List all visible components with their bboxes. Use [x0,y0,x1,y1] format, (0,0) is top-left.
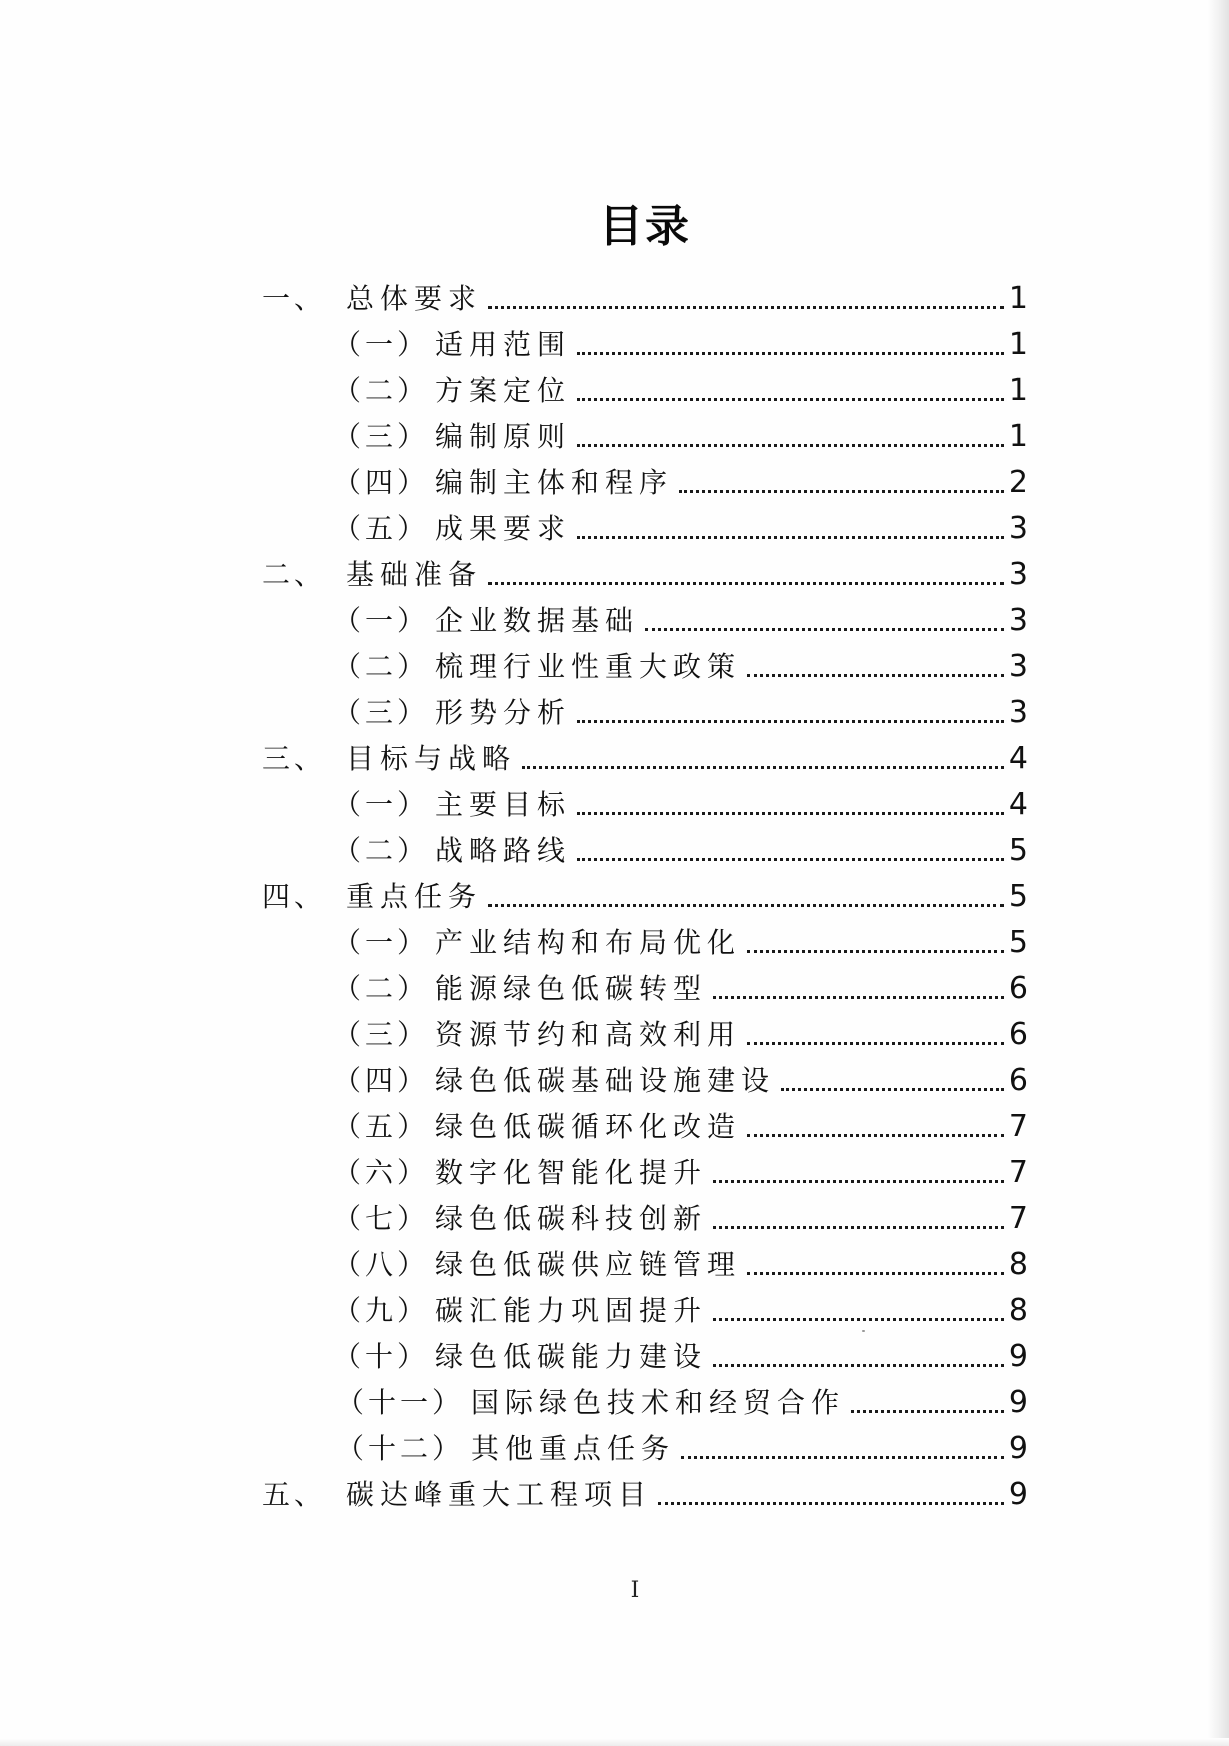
toc-entry-number: （八） [333,1248,430,1281]
toc-entry-label: 方案定位 [435,374,572,407]
toc-entry-number: （二） [333,650,430,683]
toc-entry-4-10[interactable] [333,1328,1028,1374]
toc-entry-page: 5 [1008,879,1028,914]
toc-entry-number: （二） [333,972,430,1005]
toc-entry-4-11[interactable] [336,1374,1028,1420]
dot-leader [713,1226,1004,1229]
toc-entry-number: （三） [333,1018,430,1051]
toc-entry-label: 基础准备 [346,558,483,591]
toc-entry-2-1[interactable] [333,592,1028,638]
toc-entry-4[interactable] [262,868,1028,914]
toc-entry-label: 碳汇能力巩固提升 [435,1294,708,1327]
dot-leader [577,444,1004,447]
toc-entry-1-1[interactable] [333,316,1028,362]
dot-leader [645,628,1004,631]
toc-entry-page: 3 [1008,695,1028,730]
toc-entry-3-2[interactable] [333,822,1028,868]
toc-entry-number: 五、 [262,1478,327,1511]
toc-entry-label: 其他重点任务 [471,1432,676,1465]
toc-entry-label: 绿色低碳循环化改造 [435,1110,742,1143]
toc-entry-page: 6 [1008,1017,1028,1052]
toc-entry-page: 7 [1008,1109,1028,1144]
toc-entry-page: 5 [1008,925,1028,960]
toc-entry-label: 主要目标 [435,788,572,821]
toc-entry-page: 7 [1008,1155,1028,1190]
toc-entry-4-6[interactable] [333,1144,1028,1190]
toc-entry-number: 二、 [262,558,327,591]
toc-entry-5[interactable] [262,1466,1028,1512]
toc-entry-4-2[interactable] [333,960,1028,1006]
dot-leader [851,1410,1004,1413]
dot-leader [577,720,1004,723]
toc-entry-2-2[interactable] [333,638,1028,684]
toc-entry-number: （七） [333,1202,430,1235]
toc-entry-number: （十二） [336,1432,465,1465]
toc-entry-page: 8 [1008,1293,1028,1328]
toc-entry-number: （十） [333,1340,430,1373]
toc-entry-3-1[interactable] [333,776,1028,822]
toc-entry-label: 编制原则 [435,420,572,453]
toc-entry-number: （十一） [336,1386,465,1419]
toc-entry-number: （九） [333,1294,430,1327]
toc-entry-number: （五） [333,1110,430,1143]
toc-entry-label: 绿色低碳科技创新 [435,1202,708,1235]
toc-entry-label: 绿色低碳供应链管理 [435,1248,742,1281]
page-number-footer: I [630,1578,640,1603]
toc-entry-4-3[interactable] [333,1006,1028,1052]
toc-entry-page: 1 [1008,281,1028,316]
toc-entry-label: 成果要求 [435,512,572,545]
toc-entry-label: 目标与战略 [346,742,517,775]
toc-entry-label: 产业结构和布局优化 [435,926,742,959]
toc-entry-page: 4 [1008,787,1028,822]
toc-entry-label: 绿色低碳能力建设 [435,1340,708,1373]
toc-entry-page: 8 [1008,1247,1028,1282]
toc-entry-4-12[interactable] [336,1420,1028,1466]
toc-entry-number: （六） [333,1156,430,1189]
toc-entry-4-5[interactable] [333,1098,1028,1144]
toc-entry-label: 编制主体和程序 [435,466,674,499]
toc-entry-number: （五） [333,512,430,545]
dot-leader [713,996,1004,999]
dot-leader [747,674,1004,677]
toc-entry-page: 6 [1008,1063,1028,1098]
dot-leader [488,306,1004,309]
toc-entry-page: 3 [1008,603,1028,638]
toc-entry-number: （四） [333,1064,430,1097]
dot-leader [781,1088,1004,1091]
dot-leader [713,1180,1004,1183]
toc-entry-label: 形势分析 [435,696,572,729]
dot-leader [713,1364,1004,1367]
dot-leader [681,1456,1004,1459]
toc-entry-label: 企业数据基础 [435,604,640,637]
toc-entry-number: （一） [333,788,430,821]
toc-entry-4-4[interactable] [333,1052,1028,1098]
toc-entry-1-4[interactable] [333,454,1028,500]
dot-leader [577,536,1004,539]
dot-leader [747,1042,1004,1045]
dot-leader [577,812,1004,815]
toc-entry-label: 资源节约和高效利用 [435,1018,742,1051]
toc-entry-number: （一） [333,604,430,637]
toc-entry-label: 数字化智能化提升 [435,1156,708,1189]
toc-entry-4-1[interactable] [333,914,1028,960]
toc-entry-number: （二） [333,374,430,407]
page-title: 目录 [599,201,691,252]
toc-entry-page: 5 [1008,833,1028,868]
toc-entry-page: 1 [1008,327,1028,362]
toc-entry-label: 战略路线 [435,834,572,867]
toc-entry-number: 三、 [262,742,327,775]
toc-entry-label: 国际绿色技术和经贸合作 [471,1386,846,1419]
toc-entry-page: 9 [1008,1339,1028,1374]
toc-entry-4-7[interactable] [333,1190,1028,1236]
toc-entry-page: 7 [1008,1201,1028,1236]
toc-entry-label: 重点任务 [346,880,483,913]
toc-entry-label: 能源绿色低碳转型 [435,972,708,1005]
toc-entry-label: 梳理行业性重大政策 [435,650,742,683]
toc-entry-2-3[interactable] [333,684,1028,730]
toc-entry-2[interactable] [262,546,1028,592]
toc-entry-page: 9 [1008,1431,1028,1466]
dot-leader [488,904,1004,907]
toc-entry-label: 碳达峰重大工程项目 [346,1478,653,1511]
toc-entry-4-9[interactable] [333,1282,1028,1328]
toc-entry-number: （三） [333,696,430,729]
toc-entry-number: （二） [333,834,430,867]
dot-leader [747,950,1004,953]
toc-entry-page: 3 [1008,557,1028,592]
toc-entry-page: 2 [1008,465,1028,500]
dot-leader [747,1134,1004,1137]
dot-leader [713,1318,1004,1321]
toc-entry-1-5[interactable] [333,500,1028,546]
toc-entry-1[interactable] [262,270,1028,316]
toc-entry-number: （四） [333,466,430,499]
dot-leader [577,398,1004,401]
toc-entry-page: 3 [1008,649,1028,684]
toc-entry-page: 3 [1008,511,1028,546]
toc-entry-3[interactable] [262,730,1028,776]
toc-entry-label: 绿色低碳基础设施建设 [435,1064,776,1097]
toc-entry-4-8[interactable] [333,1236,1028,1282]
dot-leader [488,582,1004,585]
toc-entry-number: （一） [333,328,430,361]
dot-leader [679,490,1004,493]
toc-entry-1-2[interactable] [333,362,1028,408]
toc-entry-number: 一、 [262,282,327,315]
dot-leader [577,858,1004,861]
toc-entry-label: 适用范围 [435,328,572,361]
toc-entry-page: 4 [1008,741,1028,776]
toc-entry-page: 6 [1008,971,1028,1006]
toc-entry-label: 总体要求 [346,282,483,315]
toc-entry-number: （一） [333,926,430,959]
toc-entry-page: 9 [1008,1385,1028,1420]
toc-entry-number: （三） [333,420,430,453]
dot-leader [658,1502,1004,1505]
toc-entry-page: 1 [1008,373,1028,408]
toc-entry-1-3[interactable] [333,408,1028,454]
dot-leader [522,766,1004,769]
dot-leader [577,352,1004,355]
toc-entry-page: 1 [1008,419,1028,454]
toc-entry-number: 四、 [262,880,327,913]
toc-entry-page: 9 [1008,1477,1028,1512]
dot-leader [747,1272,1004,1275]
